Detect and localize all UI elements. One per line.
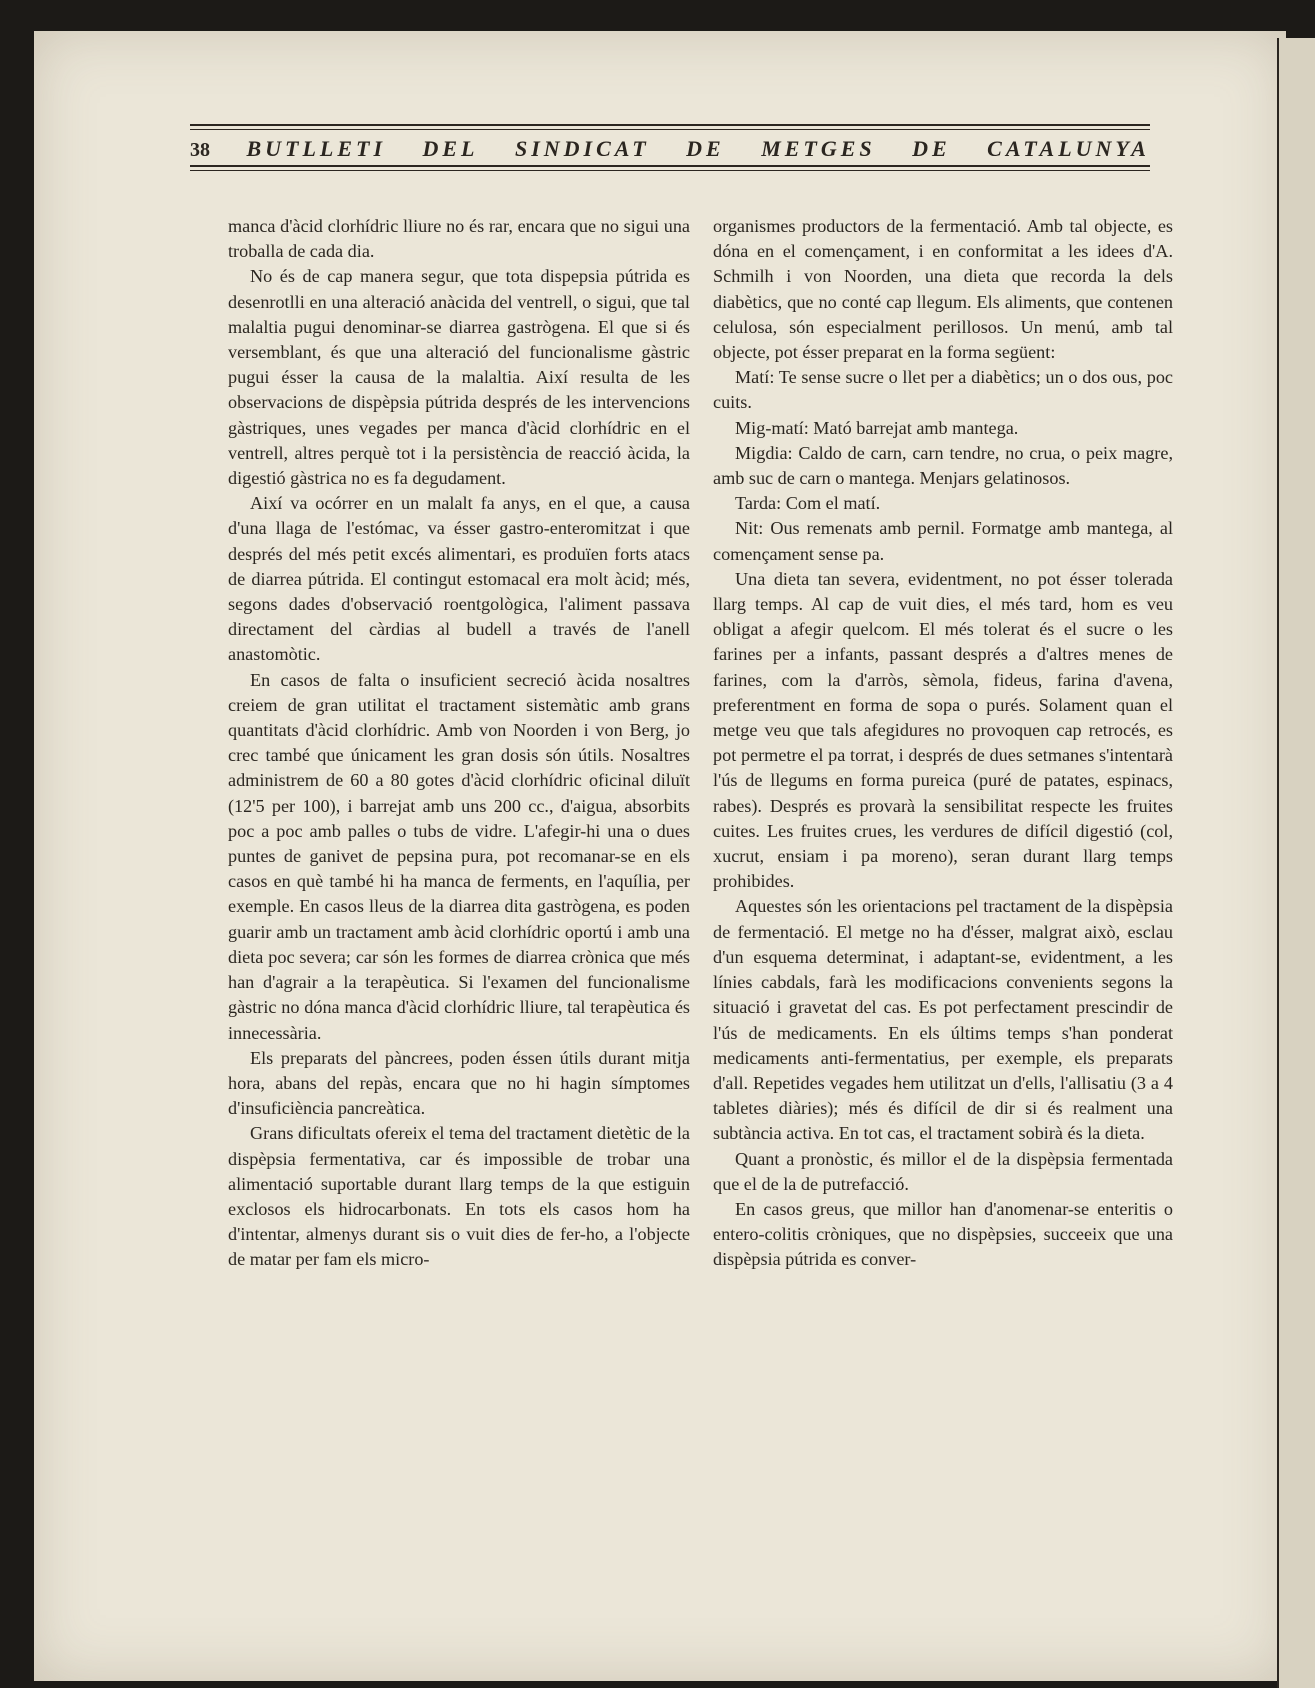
running-head-word: DEL [422,136,479,161]
menu-item: Migdia: Caldo de carn, carn tendre, no crua, o peix magre, amb suc de carn o mantega. Menjars gelatinosos. [713,442,1173,489]
paragraph: En casos de falta o insuficient secreció àcida nosaltres creiem de gran utilitat el tractament sistemàtic amb grans quantitats d'àcid clorhídric. Amb von Noorden i von Berg, jo crec també que únicament les gran dosis són útils. Nosaltres administrem de 60 a 80 gotes d'àcid clorhídric oficinal diluït (12'5 per 100), i barrejat amb uns 200 cc., d'aigua, absorbits poc a poc amb palles o tubs de vidre. L'afegir-hi una o dues puntes de ganivet de pepsina pura, pot recomanar-se en els casos en què també hi ha manca de ferments, en l'aquília, per exemple. En casos lleus de la diarrea dita gastrògena, es poden guarir amb un tractament amb àcid clorhídric oportú i amb una dieta poc severa; car són les formes de diarrea crònica que més han d'agrair a la terapèutica. Si l'examen del funcionalisme gàstric no dóna manca d'àcid clorhídric lliure, tal terapèutica és innecessària. [228,669,690,1043]
menu-item: Matí: Te sense sucre o llet per a diabètics; un o dos ous, poc cuits. [713,367,1173,413]
running-head-word: CATALUNYA [987,136,1150,161]
paragraph: Quant a pronòstic, és millor el de la dispèpsia fermentada que el de la de putrefacció. [713,1148,1173,1194]
running-head-word: BUTLLETI [246,136,387,161]
paragraph: Els preparats del pàncrees, poden éssen útils durant mitja hora, abans del repàs, encara que no hi hagin símptomes d'insuficiència pancreàtica. [228,1047,690,1119]
page-number: 38 [190,139,210,161]
paragraph: manca d'àcid clorhídric lliure no és rar, encara que no sigui una troballa de cada dia. [228,216,690,262]
facing-page-edge [1277,38,1315,1688]
running-head-word: METGES [761,136,876,161]
page-header [190,92,1150,172]
running-head-word: DE [686,136,725,161]
right-column [713,214,1173,1273]
paragraph: En casos greus, que millor han d'anomenar-se enteritis o entero-colitis cròniques, que no dispèpsies, succeeix que una dispèpsia pútrida es conver- [713,1198,1173,1270]
running-head [190,136,1150,162]
header-rule-bottom-thin [190,170,1150,171]
paragraph: organismes productors de la fermentació. Amb tal objecte, es dóna en el començament, i en conformitat a les idees d'A. Schmilh i von Noorden, una dieta que recorda la dels diabètics, que no conté cap llegum. Els aliments, que contenen celulosa, són especialment perillosos. Un menú, amb tal objecte, pot ésser preparat en la forma següent: [713,216,1173,363]
header-rule-top [190,124,1150,126]
header-rule-bottom [190,165,1150,167]
paragraph: Una dieta tan severa, evidentment, no pot ésser tolerada llarg temps. Al cap de vuit dies, el més tard, hom es veu obligat a afegir quelcom. El més tolerat és el sucre o les farines per a infants, passant després a d'altres menes de farines, com la d'arròs, sèmola, fideus, farina d'avena, preferentment en forma de sopa o purés. Solament quan el metge veu que tals afegidures no provoquen cap retrocés, es pot permetre el pa torrat, i després de dues setmanes s'intentarà l'ús de llegums en forma pureica (puré de patates, espinacs, rabes). Després es provarà la sensibilitat respecte les fruites cuites. Les fruites crues, les verdures de difícil digestió (col, xucrut, ensiam i pa moreno), seran durant llarg temps prohibides. [713,568,1173,892]
paragraph: Aquestes són les orientacions pel tractament de la dispèpsia de fermentació. El metge no ha d'ésser, malgrat això, esclau d'un esquema determinat, i adaptant-se, evidentment, a les línies cabdals, farà les modificacions convenients segons la situació i gravetat del cas. Es pot perfectament prescindir de l'ús de medicaments. En els últims temps s'han ponderat medicaments anti-fermentatius, per exemple, els preparats d'all. Repetides vegades hem utilitzat un d'ells, l'allisatiu (3 a 4 tabletes diàries); més és difícil de dir si és realment una subtància activa. En tot cas, el tractament sobirà és la dieta. [713,896,1173,1144]
menu-item: Nit: Ous remenats amb pernil. Formatge amb mantega, al començament sense pa. [713,518,1173,564]
left-column [228,214,690,1273]
menu-item: Tarda: Com el matí. [735,493,881,514]
header-rule-top-thin [190,129,1150,130]
running-head-word: DE [912,136,951,161]
paragraph: No és de cap manera segur, que tota dispepsia pútrida es desenrotlli en una alteració anàcida del ventrell, o sigui, que tal malaltia pugui denominar-se diarrea gastrògena. El que si és versemblant, és que una alteració del funcionalisme gàstric pugui ésser la causa de la malaltia. Així resulta de les observacions de dispèpsia pútrida després de les intervencions gàstriques, unes vegades per manca d'àcid clorhídric en el ventrell, altres perquè tot i la persistència de reacció àcida, la digestió gàstrica no es fa degudament. [228,266,690,489]
paragraph: Grans dificultats ofereix el tema del tractament dietètic de la dispèpsia fermentativa, car és impossible de trobar una alimentació suportable durant llarg temps de la que estiguin exclosos els hidrocarbonats. En tots els casos hom ha d'intentar, almenys durant sis o vuit dies de fer-ho, a l'objecte de matar per fam els micro- [228,1123,690,1270]
paragraph: Així va ocórrer en un malalt fa anys, en el que, a causa d'una llaga de l'estómac, va ésser gastro-enteromitzat i que després del més petit excés alimentari, es produïen forts atacs de diarrea pútrida. El contingut estomacal era molt àcid; més, segons dades d'observació roentgològica, l'aliment passava directament del càrdias al budell a través de l'anell anastomòtic. [228,493,690,665]
running-head-word: SINDICAT [514,136,650,161]
menu-item: Mig-matí: Mató barrejat amb mantega. [735,417,1019,438]
